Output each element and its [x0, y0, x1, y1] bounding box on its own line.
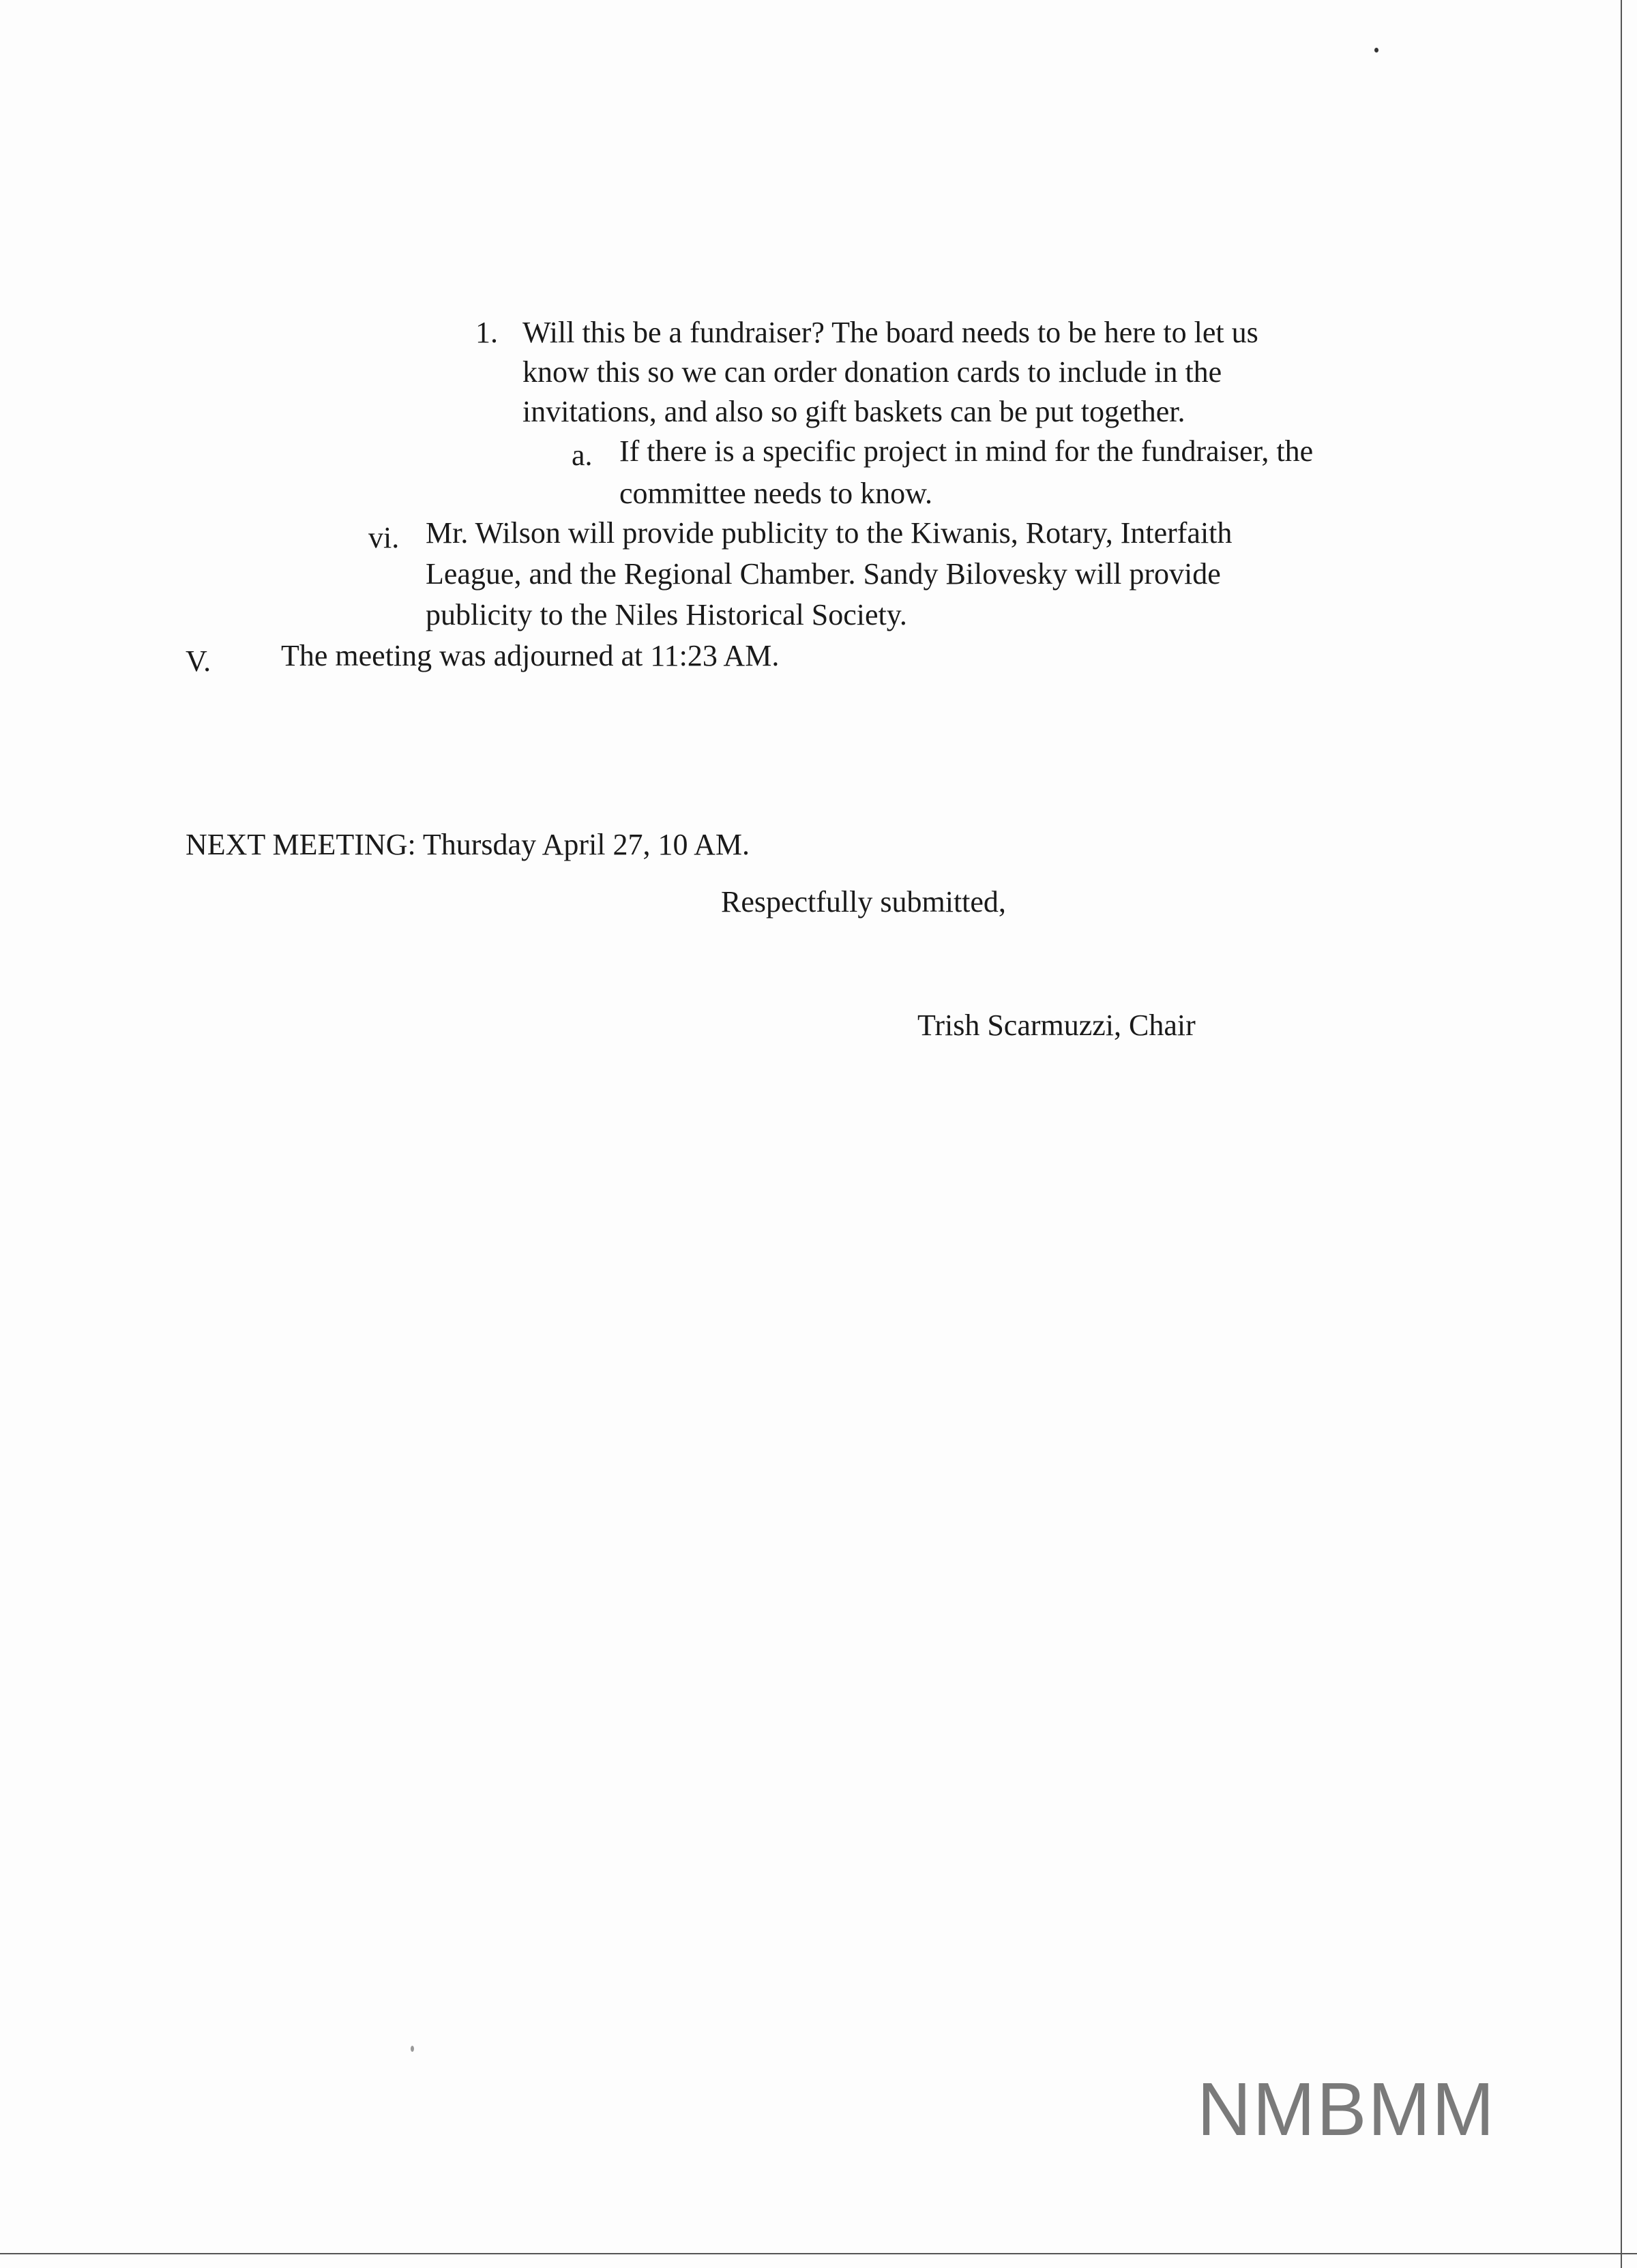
- closing-text: Respectfully submitted,: [721, 885, 1006, 919]
- scan-speck: [411, 2046, 414, 2052]
- signature-name: Trish Scarmuzzi, Chair: [917, 1009, 1196, 1042]
- item-1-line-2: know this so we can order donation cards to include in the: [522, 355, 1222, 389]
- scan-edge-bottom: [0, 2253, 1637, 2254]
- item-1-line-3: invitations, and also so gift baskets can be put together.: [522, 395, 1185, 428]
- adjournment-text: The meeting was adjourned at 11:23 AM.: [281, 639, 780, 672]
- item-a-line-1: If there is a specific project in mind for the fundraiser, the: [619, 434, 1314, 468]
- next-meeting: NEXT MEETING: Thursday April 27, 10 AM.: [186, 828, 750, 861]
- scan-speck: [1374, 48, 1378, 53]
- item-vi-line-3: publicity to the Niles Historical Society.: [426, 598, 907, 631]
- item-vi-line-1: Mr. Wilson will provide publicity to the Kiwanis, Rotary, Interfaith: [426, 516, 1233, 550]
- watermark-logo: NMBMM: [1197, 2068, 1496, 2151]
- list-marker-vi: vi.: [368, 521, 400, 554]
- item-a-line-2: committee needs to know.: [619, 477, 933, 510]
- item-1-line-1: Will this be a fundraiser? The board needs to be here to let us: [522, 316, 1258, 349]
- list-marker-1: 1.: [475, 316, 498, 349]
- scan-edge-right: [1621, 0, 1622, 2268]
- item-vi-line-2: League, and the Regional Chamber. Sandy Bilovesky will provide: [426, 557, 1221, 591]
- list-marker-V: V.: [186, 644, 211, 678]
- list-marker-a: a.: [572, 438, 593, 472]
